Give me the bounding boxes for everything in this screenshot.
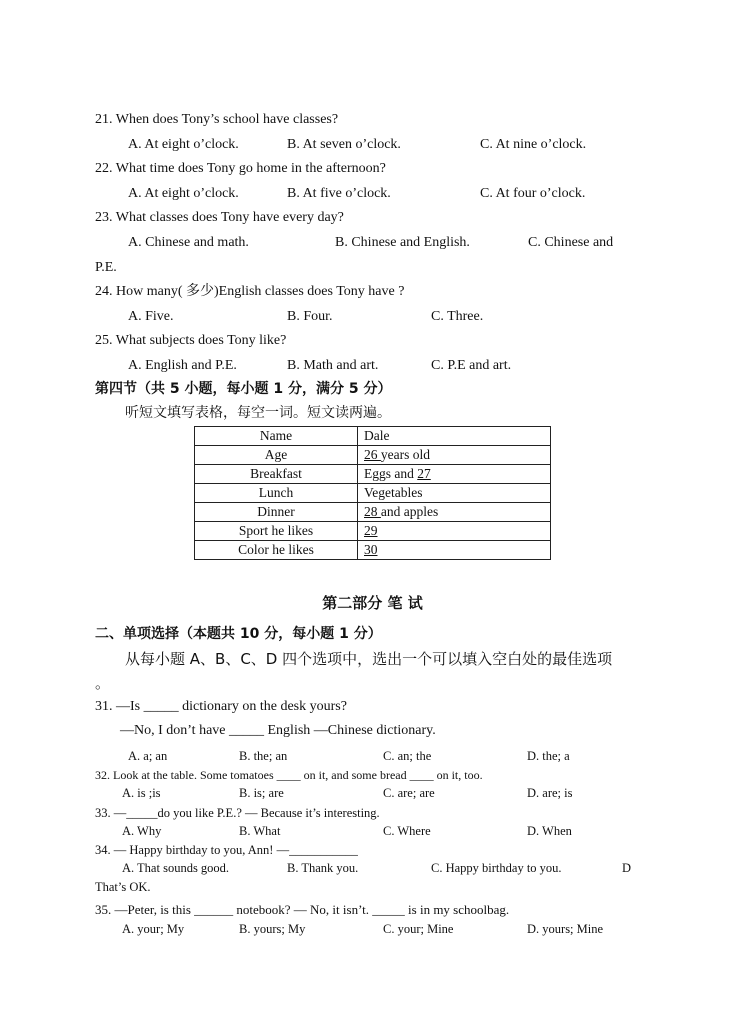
row-dinner-after: and apples (380, 504, 439, 519)
part2-instruction: 从每小题 A、B、C、D 四个选项中，选出一个可以填入空白处的最佳选项 (125, 650, 613, 668)
q34-option-a: A. That sounds good. (122, 861, 230, 875)
row-label-lunch: Lunch (195, 484, 358, 503)
q35-option-d: D. yours; Mine (527, 922, 604, 936)
row-age-after: years old (380, 447, 430, 462)
q21-option-a: A. At eight o’clock. (128, 137, 239, 152)
q35-option-c: C. your; Mine (383, 922, 454, 936)
q25-stem: 25. What subjects does Tony like? (95, 333, 287, 348)
q31-line2: —No, I don’t have _____ English —Chinese dictionary. (120, 723, 436, 738)
row-label-sport: Sport he likes (195, 522, 358, 541)
q34-option-b: B. Thank you. (287, 861, 359, 875)
q24-option-b: B. Four. (287, 309, 333, 324)
q35-option-b: B. yours; My (239, 922, 306, 936)
row-label-age: Age (195, 446, 358, 465)
q21-option-b: B. At seven o’clock. (287, 137, 401, 152)
blank-29: 29 (364, 523, 378, 538)
row-value-age (358, 446, 551, 465)
q34-option-d: D (622, 861, 632, 875)
table-header-label: Name (195, 427, 358, 446)
q32-option-c: C. are; are (383, 786, 435, 800)
row-label-color: Color he likes (195, 541, 358, 560)
q25-option-b: B. Math and art. (287, 358, 379, 373)
listening-fill-table (194, 426, 551, 560)
q23-option-a: A. Chinese and math. (128, 235, 249, 250)
part2-instruction-wrap: 。 (95, 674, 111, 692)
blank-30: 30 (364, 542, 378, 557)
q31-line1: 31. —Is _____ dictionary on the desk yours? (95, 699, 347, 714)
q32-option-b: B. is; are (239, 786, 284, 800)
part2-heading: 二、单项选择（本题共 10 分，每小题 1 分） (95, 626, 382, 642)
q24-option-c: C. Three. (431, 309, 484, 324)
row-value-color (358, 541, 551, 560)
row-breakfast-before: Eggs and (364, 466, 418, 481)
q33-option-a: A. Why (122, 824, 162, 838)
q33-option-b: B. What (239, 824, 281, 838)
table-row (195, 503, 551, 522)
section4-instruction: 听短文填写表格，每空一词。短文读两遍。 (125, 405, 391, 421)
row-value-breakfast (358, 465, 551, 484)
q33-option-d: D. When (527, 824, 572, 838)
table-row (195, 541, 551, 560)
row-label-breakfast: Breakfast (195, 465, 358, 484)
q33-stem: 33. —_____do you like P.E.? — Because it’s interesting. (95, 806, 380, 820)
q21-stem: 21. When does Tony’s school have classes? (95, 112, 339, 127)
table-row (195, 484, 551, 503)
q34-stem: 34. — Happy birthday to you, Ann! —___________ (95, 843, 358, 857)
q25-option-c: C. P.E and art. (431, 358, 512, 373)
q22-stem: 22. What time does Tony go home in the afternoon? (95, 161, 386, 176)
q31-option-d: D. the; a (527, 749, 570, 763)
q31-option-a: A. a; an (128, 749, 168, 763)
blank-28: 28 (364, 504, 381, 519)
q23-option-b: B. Chinese and English. (335, 235, 470, 250)
q35-option-a: A. your; My (122, 922, 185, 936)
table-row (195, 446, 551, 465)
row-label-dinner: Dinner (195, 503, 358, 522)
row-value-dinner (358, 503, 551, 522)
table-row (195, 522, 551, 541)
q22-option-c: C. At four o’clock. (480, 186, 586, 201)
q31-option-b: B. the; an (239, 749, 288, 763)
q32-option-d: D. are; is (527, 786, 573, 800)
q23-option-c-wrap: P.E. (95, 260, 117, 275)
q25-option-a: A. English and P.E. (128, 358, 237, 373)
q22-option-a: A. At eight o’clock. (128, 186, 239, 201)
q23-stem: 23. What classes does Tony have every day? (95, 210, 344, 225)
blank-26: 26 (364, 447, 381, 462)
q33-option-c: C. Where (383, 824, 431, 838)
part2-title: 第二部分 笔 试 (322, 594, 423, 612)
section4-heading: 第四节（共 5 小题，每小题 1 分，满分 5 分） (95, 381, 392, 397)
q34-option-d-wrap: That’s OK. (95, 880, 151, 894)
q24-option-a: A. Five. (128, 309, 174, 324)
row-value-lunch: Vegetables (358, 484, 551, 503)
q21-option-c: C. At nine o’clock. (480, 137, 587, 152)
table-row (195, 427, 551, 446)
blank-27: 27 (417, 466, 431, 481)
q23-option-c: C. Chinese and (528, 235, 614, 250)
table-row (195, 465, 551, 484)
q22-option-b: B. At five o’clock. (287, 186, 391, 201)
row-value-sport (358, 522, 551, 541)
q35-stem: 35. —Peter, is this ______ notebook? — No, it isn’t. _____ is in my schoolbag. (95, 902, 510, 917)
q32-stem: 32. Look at the table. Some tomatoes ____ on it, and some bread ____ on it, too. (95, 768, 483, 782)
q32-option-a: A. is ;is (122, 786, 161, 800)
table-header-value: Dale (358, 427, 551, 446)
q24-stem: 24. How many( 多少)English classes does Tony have ? (95, 284, 405, 299)
q31-option-c: C. an; the (383, 749, 432, 763)
q34-option-c: C. Happy birthday to you. (431, 861, 562, 875)
